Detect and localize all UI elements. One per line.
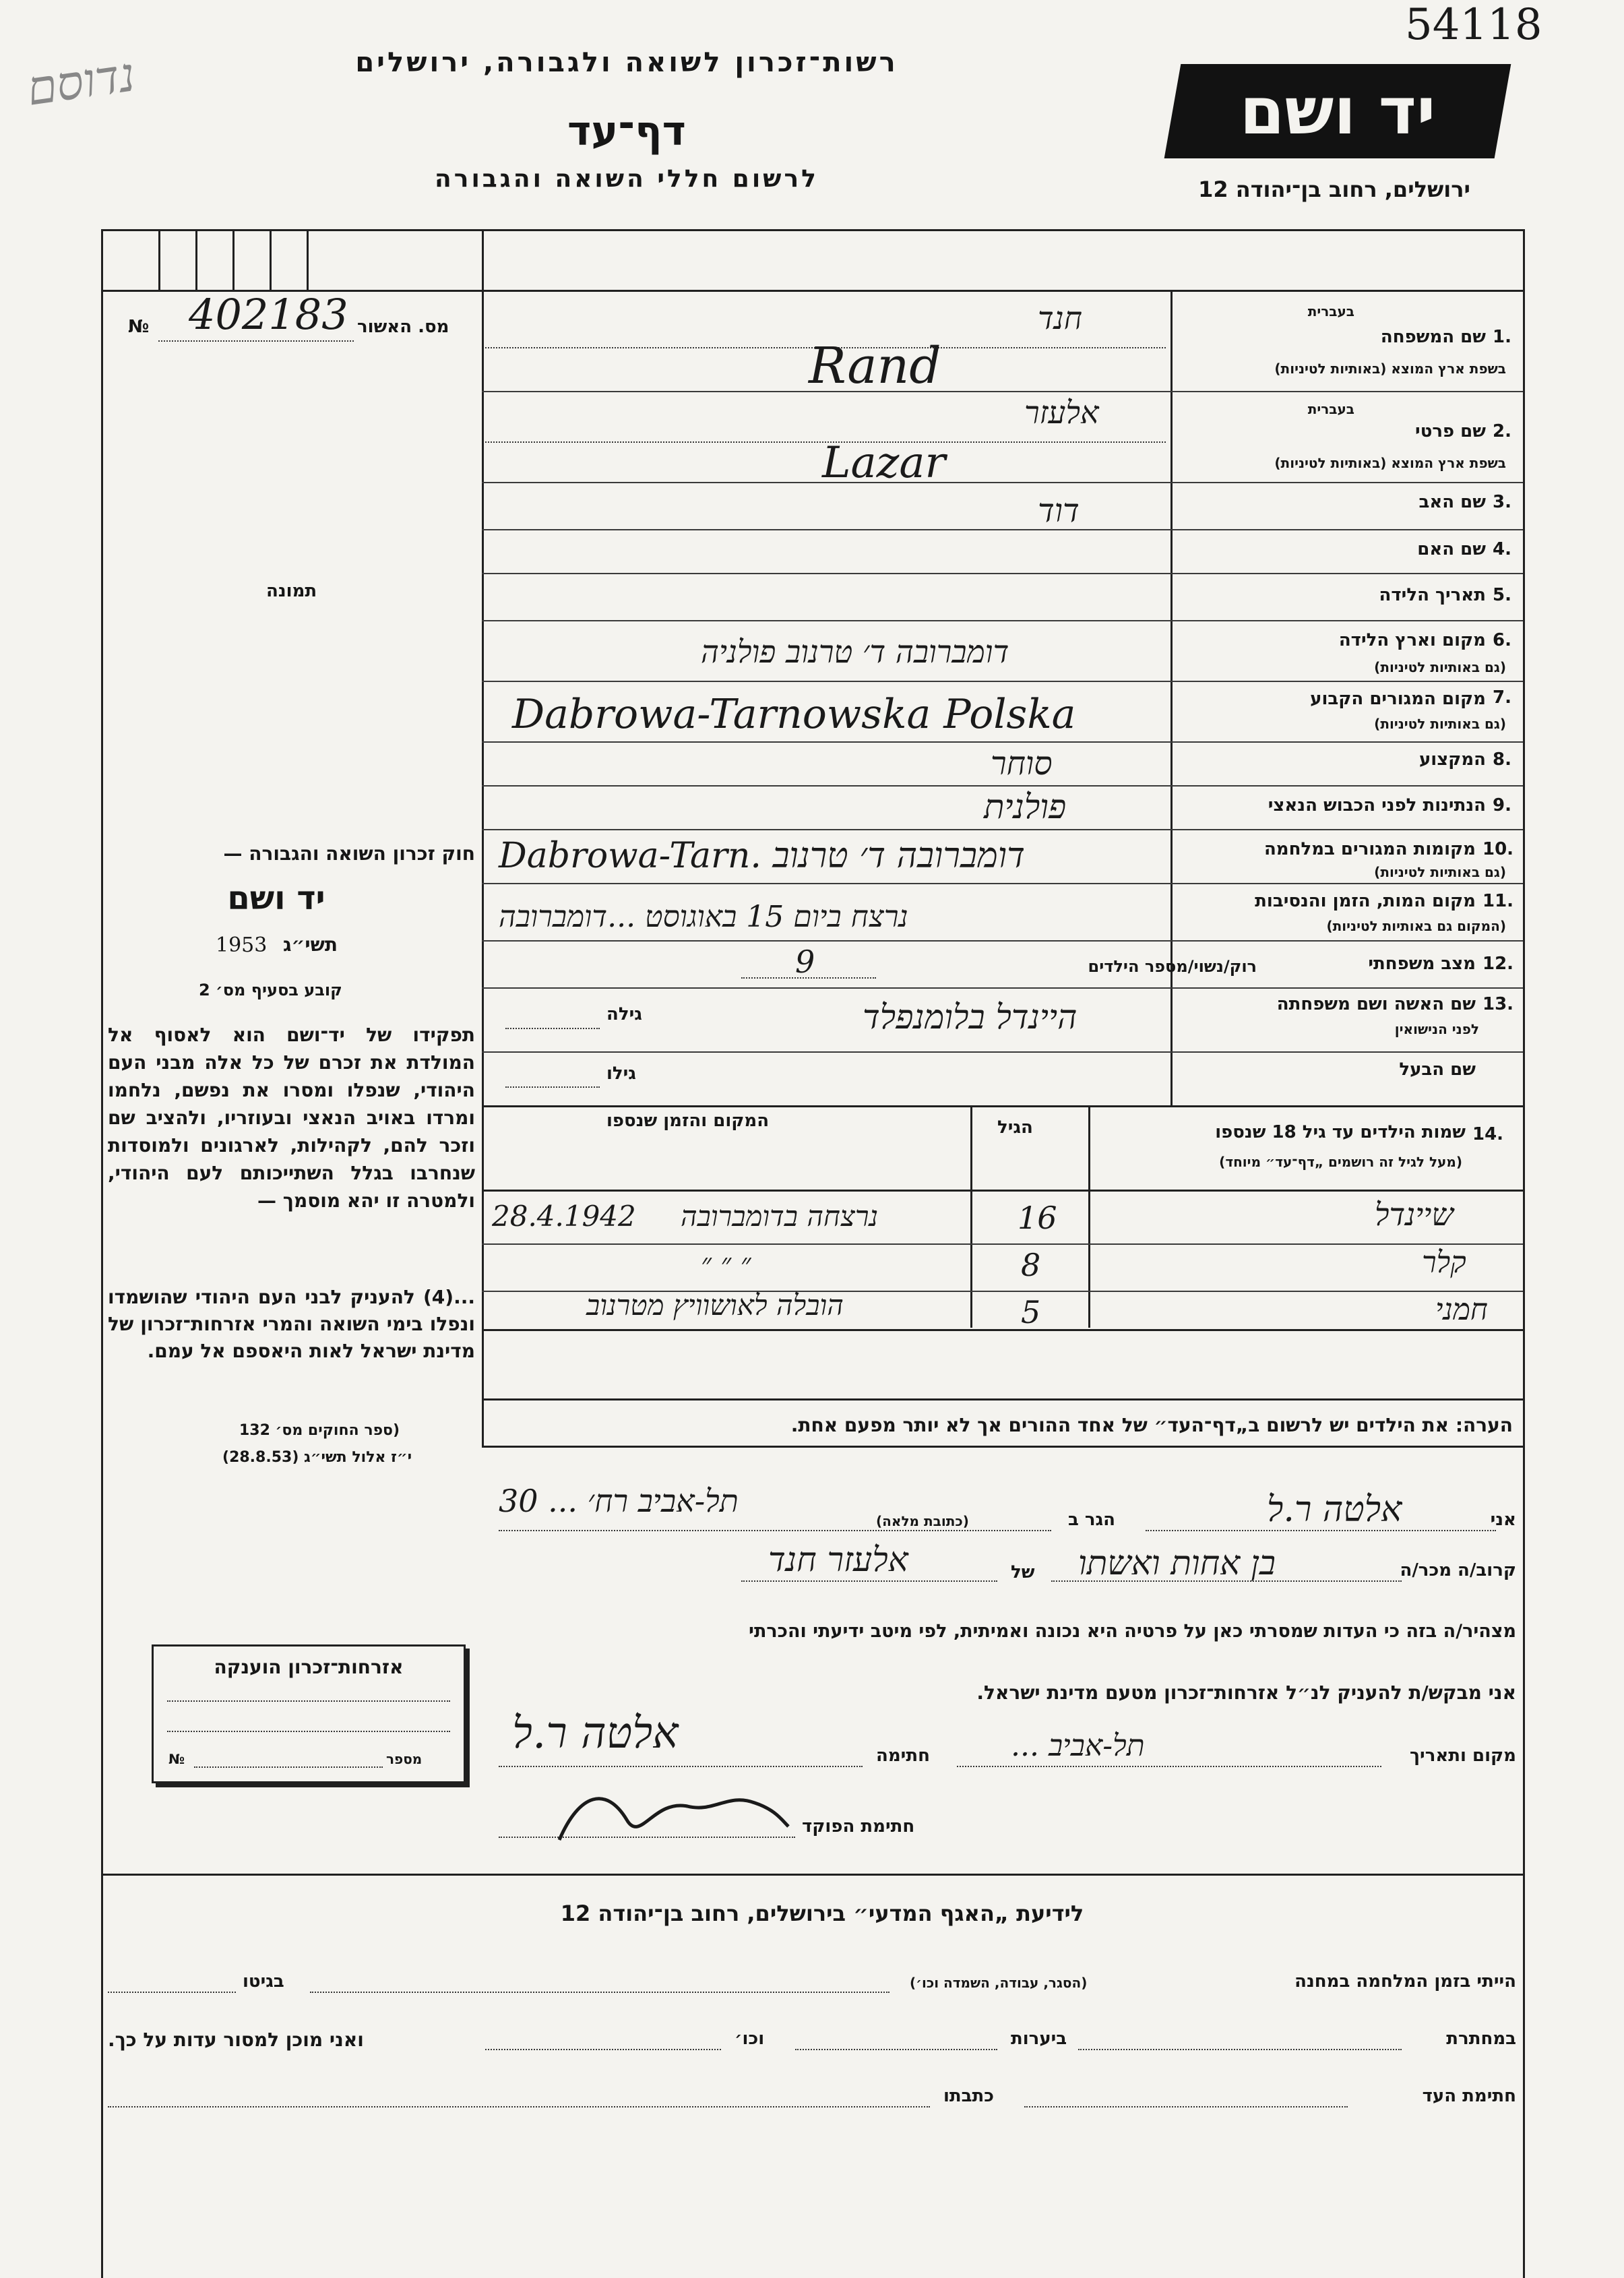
field-4-number: 4. (1493, 539, 1511, 559)
form-title: דף־עד (567, 108, 686, 155)
law-name: יד ושם (227, 880, 325, 917)
declarant-line (1146, 1530, 1496, 1531)
strip-cell (158, 229, 160, 290)
form-subtitle: לרשום חללי השואה והגבורה (435, 165, 819, 193)
children-header-place: המקום והזמן שנספו (606, 1111, 770, 1131)
first-name-hebrew: אלעזר (1024, 394, 1099, 431)
child-1-date: 28.4.1942 (492, 1200, 636, 1233)
address-line (499, 1530, 1051, 1531)
frame-right (1523, 229, 1525, 2278)
footer-witness-signature-label: חתימת העד (1422, 2086, 1516, 2106)
label-column-divider (1170, 290, 1173, 1105)
footer-etc-line (485, 2049, 721, 2050)
child-3-place: הובלה לאושוויץ מטרנוב (586, 1289, 844, 1322)
relative-label: קרוב/ה מכר/ה (1400, 1560, 1516, 1580)
row-line (482, 785, 1523, 787)
field-13-sub: לפני הנישואין (1394, 1021, 1479, 1037)
law-text-2: ...(4) להעניק לבני העם היהודי שהושמדו ונפלו בימי השואה והמרי אזרחות־זכרון של מדינת ישראל לאות היאספם אל עמם. (108, 1286, 475, 1362)
child-3-name: חמני (1435, 1293, 1488, 1327)
law-source: (ספר החוקים מס׳ 132 (239, 1422, 400, 1439)
field-3-number: 3. (1493, 492, 1511, 512)
child-1-age: 16 (1018, 1200, 1057, 1236)
permanent-residence: Dabrowa-Tarnowska Polska (512, 691, 1076, 738)
marital-status-label: רוק/נשוי/מספר הילדים (1088, 957, 1257, 976)
children-header-age: הגיל (997, 1117, 1033, 1138)
strip-cell (232, 229, 235, 290)
field-8-number: 8. (1493, 749, 1511, 770)
field-7-number: 7. (1493, 687, 1511, 708)
header-row-bottom (482, 290, 1525, 292)
children-bottom-line (482, 1329, 1525, 1331)
field-1-hebrew-tag: בעברית (1307, 303, 1354, 319)
yad-vashem-logo (1164, 64, 1511, 158)
of-value: אלעזר חנד (768, 1540, 908, 1579)
child-2-age: 8 (1021, 1247, 1041, 1283)
left-column-divider (482, 229, 484, 1446)
children-number: 14. (1472, 1124, 1504, 1144)
footer-title: לידיעת „האגף המדעי״ בירושלים, רחוב בן־יהודה 12 (560, 1901, 1084, 1926)
resides-label: הגר ב (1068, 1510, 1116, 1530)
field-6-number: 6. (1493, 630, 1511, 650)
husband-label: שם הבעל (1399, 1059, 1476, 1080)
law-text: תפקידו של יד־ושם הוא לאסוף אל המולדת את זכרם של כל אלה מבני העם היהודי, שנפלו ומסרו את נפשם, נלחמו ומרדו באויב הנאצי ובעוזריו, ולהציב שם וזכר להם, לקהילות, לארגונים ולמוסדות שנחרבו בגלל השתייכותם לעם היהודי, ולמטרה זו יהא מוסמך — (108, 1024, 475, 1212)
row-line (482, 940, 1523, 942)
officer-label: חתימת הפוקד (802, 1816, 915, 1837)
archive-number: 54118 (1405, 0, 1542, 50)
field-11-label: מקום המות, הזמן והנסיבות (1255, 891, 1476, 911)
law-year: 1953 (216, 933, 268, 957)
field-8-label: המקצוע (1418, 749, 1486, 770)
field-1-label: שם המשפחה (1380, 327, 1486, 347)
logo-text: יד ושם (1239, 73, 1436, 149)
honor-no-label: № (168, 1751, 185, 1767)
registration-no-label: № (128, 317, 150, 337)
children-header-note: (מעל לגיל זה רושמים „דף־עד״ מיוחד) (1219, 1154, 1462, 1170)
row-line (482, 529, 1523, 530)
place-date-label: מקום ותאריך (1410, 1746, 1516, 1766)
children-count: 9 (795, 944, 815, 980)
father-name: דוד (1038, 492, 1080, 530)
footer-underground-line (1078, 2049, 1402, 2050)
field-1-sub: בשפת ארץ המוצא (באותיות לטיניות) (1274, 361, 1506, 377)
wartime-residence: Dabrowa-Tarn. דומברובה ד׳ טרנוב (499, 836, 1025, 876)
authority-name: רשות־זכרון לשואה ולגבורה, ירושלים (355, 47, 898, 78)
footer-address-line (108, 2106, 930, 2107)
field-7-label: מקום המגורים הקבוע (1310, 689, 1486, 709)
relative-value: בן אחות ואשתו (1078, 1543, 1276, 1582)
field-2-number: 2. (1493, 421, 1511, 441)
row-line (482, 987, 1523, 989)
strip-cell (307, 229, 309, 290)
honor-title: אזרחות־זכרון הוענקה (214, 1656, 404, 1678)
honor-line (167, 1731, 450, 1732)
photo-label: תמונה (266, 581, 317, 601)
full-address-label: (כתובת מלאה) (876, 1513, 969, 1529)
note-bottom-line (482, 1446, 1525, 1448)
law-year-heb: תשי״ג (283, 933, 338, 956)
footer-etc-label: וכו׳ (735, 2029, 765, 2049)
honor-number-label: מספר (386, 1751, 423, 1767)
child-1-place: נרצחה בדומברובה (681, 1200, 879, 1233)
field-3-label: שם האב (1418, 492, 1486, 512)
row-line (482, 620, 1523, 621)
field-5-number: 5. (1493, 585, 1511, 605)
declarant-label: אני (1490, 1510, 1516, 1530)
child-3-age: 5 (1021, 1294, 1041, 1330)
field-13-number: 13. (1482, 994, 1514, 1014)
footer-ghetto-line (108, 1992, 236, 1993)
child-1-name: שיינדל (1375, 1196, 1454, 1233)
law-clause: קובע בסעיף מס׳ 2 (199, 981, 342, 999)
field-11-number: 11. (1482, 891, 1514, 911)
row-line (482, 482, 1523, 483)
wife-age-label: גילה (606, 1004, 642, 1024)
field-12-number: 12. (1482, 954, 1514, 974)
officer-signature (553, 1779, 795, 1853)
birthplace: דומברובה ד׳ טרנוב פולניה (701, 634, 1009, 670)
wife-age-line (505, 1028, 600, 1029)
place-date-value: תל-אביב ... (1011, 1729, 1145, 1763)
field-5-label: תאריך הלידה (1379, 585, 1486, 605)
field-9-label: הנתינות לפני הכבוש הנאצי (1268, 795, 1486, 815)
field-9-number: 9. (1493, 795, 1511, 815)
field-12-label: מצב משפחתי (1368, 954, 1476, 974)
declarant-name: אלטה ר.ל (1267, 1489, 1402, 1530)
note-top-line (482, 1398, 1525, 1400)
field-2-hebrew-tag: בעברית (1307, 401, 1354, 417)
first-name-latin: Lazar (822, 438, 946, 488)
honor-box (152, 1644, 466, 1783)
honor-number-line (194, 1766, 383, 1768)
wife-name: היינדל בלומנפלד (863, 997, 1078, 1037)
children-col-divider (1088, 1105, 1090, 1328)
strip-cell (195, 229, 197, 290)
declarant-address: תל-אביב רח׳ ... 30 (499, 1483, 739, 1519)
row-line (482, 391, 1523, 392)
row-line (482, 1051, 1523, 1053)
row-line (482, 883, 1523, 884)
frame-top (101, 229, 1525, 231)
strip-cell (270, 229, 272, 290)
child-2-name: קלר (1422, 1245, 1466, 1280)
signature-label: חתימה (876, 1746, 930, 1766)
footer-ghetto-label: בגיטו (243, 1971, 284, 1992)
of-line (741, 1580, 997, 1582)
field-7-sub: (גם באותיות לטיניות) (1374, 716, 1506, 732)
signature-line (499, 1766, 863, 1767)
field-4-label: שם האם (1417, 539, 1486, 559)
margin-note: נדוסם (24, 47, 139, 117)
law-title: חוק זכרון השואה והגבורה — (223, 842, 475, 865)
children-col-divider (970, 1105, 972, 1328)
children-header-line (482, 1190, 1525, 1192)
declaration-statement: מצהיר/ה בזה כי העדות שמסרתי כאן על פרטיה היא נכונה ואמיתית, לפי מיטב ידיעתי והכרתי (749, 1621, 1516, 1642)
field-6-label: מקום וארץ הלידה (1338, 630, 1486, 650)
footer-underground-label: במחתרת (1446, 2029, 1516, 2049)
footer-camp-label: הייתי בזמן המלחמה במחנה (1294, 1971, 1516, 1992)
footer-camp-line (310, 1992, 889, 1993)
of-label: של (1011, 1562, 1035, 1582)
field-6-sub: (גם באותיות לטיניות) (1374, 659, 1506, 675)
children-note: הערה: את הילדים יש לרשום ב„דף־העד״ של אחד ההורים אך לא יותר מפעם אחת. (790, 1414, 1513, 1436)
row-line (482, 829, 1523, 830)
occupation: סוחר (991, 745, 1053, 782)
family-name-latin: Rand (809, 337, 941, 395)
husband-age-label: גילו (606, 1064, 636, 1084)
field-2-sub: בשפת ארץ המוצא (באותיות לטיניות) (1274, 455, 1506, 471)
place-date-line (957, 1766, 1381, 1767)
footer-forests-line (795, 2049, 997, 2050)
declaration-request: אני מבקש/ת להעניק לנ״ל אזרחות־זכרון מטעם מדינת ישראל. (976, 1682, 1516, 1704)
honor-line (167, 1700, 450, 1702)
footer-forests-label: ביערות (1011, 2029, 1067, 2049)
row-line (482, 573, 1523, 574)
registration-label: מס. האשור (357, 317, 449, 337)
child-2-place: ״ ״ ״ (701, 1247, 751, 1280)
footer-address-label: כתבתו (943, 2086, 995, 2106)
footer-testify: ואני מוכן למסור עדות על כך. (108, 2029, 364, 2051)
husband-age-line (505, 1086, 600, 1088)
children-row-line (482, 1243, 1523, 1245)
row-line (482, 681, 1523, 682)
declarant-signature: אלטה ר.ל (512, 1708, 679, 1758)
field-10-number: 10. (1482, 839, 1514, 859)
footer-camp-types: (הסגר, עבודה, השמדה וכו׳) (910, 1975, 1088, 1991)
field-2-label: שם פרטי (1415, 421, 1486, 441)
children-header-names: שמות הילדים עד גיל 18 שנספו (1215, 1122, 1466, 1142)
family-name-hebrew: חנד (1038, 300, 1082, 336)
place-of-death: נרצח ביום 15 באוגוסט ...דומברובה (499, 900, 908, 934)
registration-number: 402183 (189, 290, 348, 339)
field-10-sub: (גם באותיות לטיניות) (1374, 864, 1506, 880)
address: ירושלים, רחוב בן־יהודה 12 (1198, 177, 1470, 202)
law-date: י״ז אלול תשי״ג (28.8.53) (222, 1449, 412, 1466)
field-1-number: 1. (1493, 327, 1511, 347)
section-line (482, 1105, 1525, 1107)
frame-left (101, 229, 103, 2278)
registration-line (158, 340, 354, 342)
field-10-label: מקומות המגורים במלחמה (1263, 839, 1476, 859)
citizenship: פולנית (984, 787, 1067, 826)
field-11-sub: (המקום גם באותיות לטיניות) (1326, 918, 1506, 934)
footer-top-line (101, 1874, 1525, 1876)
field-13-label: שם האשה ושם משפחתה (1276, 994, 1476, 1014)
row-line (482, 741, 1523, 743)
footer-witness-line (1024, 2106, 1348, 2107)
